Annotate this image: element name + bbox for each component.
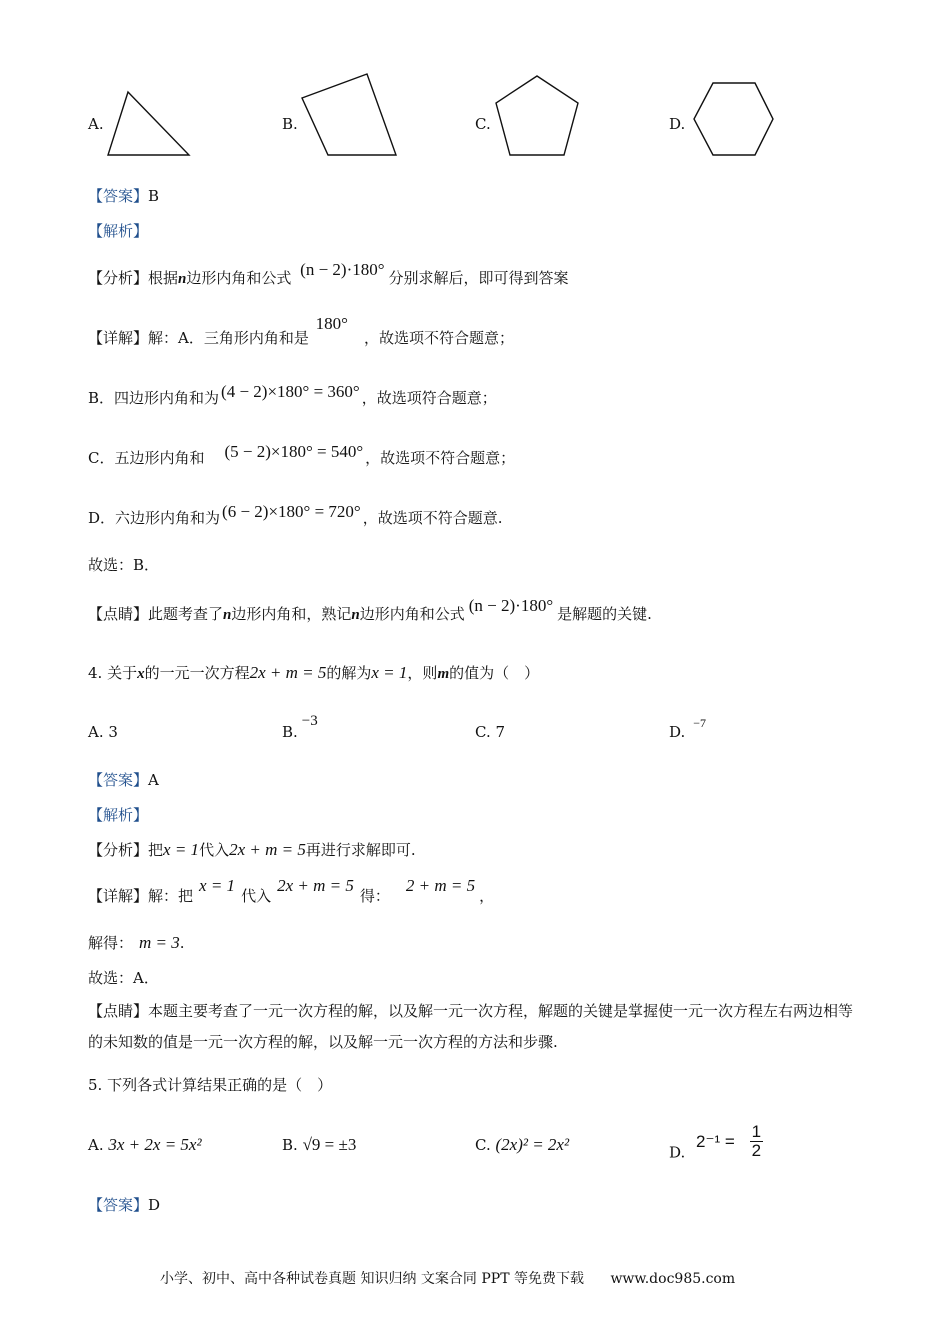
value: 3 [108,723,118,741]
value: 3x + 2x = 5x² [108,1135,202,1154]
fenxi-tag: 【分析】 [88,841,149,859]
text: 的值为（ ） [449,664,540,682]
formula-angle-sum: (n − 2)·180° [468,596,554,615]
q3-answer-line [88,187,159,205]
q4-choice: 故选：A． [88,969,159,987]
label: A. [88,723,104,741]
q4-option-d [669,716,707,741]
q3-dianjing-line [88,596,652,624]
label: A. [88,1136,104,1154]
fenxi-tag: 【分析】 [88,269,149,287]
text: 边形内角和，熟记 [231,605,352,623]
q4-fenxi-line [88,840,416,860]
text: 是解题的关键. [557,605,652,623]
text: 的解为 [326,664,372,682]
denominator: 2 [751,1140,762,1160]
equation: 2x + m = 5 [229,840,306,859]
text: ，故选项不符合题意； [365,449,516,467]
text: 把 [148,841,164,859]
var-x: x [137,666,145,682]
text: ，则 [407,664,438,682]
q5-answer-line [88,1196,160,1214]
q3-option-b-label: B. [282,115,298,133]
text: 边形内角和公式 [186,269,292,287]
formula-180: 180° [315,314,348,333]
label: D. [669,723,686,741]
equation: 2x + m = 5 [277,876,354,895]
xiangjie-tag: 【详解】 [88,329,149,347]
q3-line-d [88,502,503,528]
value: (2x)² = 2x² [495,1135,570,1154]
text: ，故选项不符合题意. [362,509,503,527]
text: ，故选项不符合题意； [363,329,514,347]
var-n: n [178,271,187,287]
solution: x = 1 [371,663,408,682]
q4-option-b [282,713,318,742]
q5-option-a [88,1135,202,1155]
dianjing-tag: 【点睛】 [88,1002,149,1020]
formula-angle-sum: (n − 2)·180° [300,260,385,279]
formula-720: (6 − 2)×180° = 720° [222,502,361,521]
text: 解：A．三角形内角和是 [148,329,309,347]
text: 解：把 [148,887,194,905]
q3-line-c [88,442,516,468]
q5-option-b [282,1135,356,1155]
q3-answer: B [148,187,160,205]
q5-option-d [669,1122,763,1172]
q3-analysis-tag: 【解析】 [88,222,149,240]
equation: 2 + m = 5 [405,876,476,895]
text: 此题考查了 [148,605,224,623]
fraction-one-half [750,1123,763,1160]
equation: m = 3 [139,933,180,952]
text: ，故选项符合题意； [361,389,497,407]
text: 本题主要考查了一元一次方程的解，以及解一元一次方程，解题的关键是掌握使一元一次方程左右两边相等的未知数的值是一元一次方程的解，以及解一元一次方程的方法和步骤. [88,1002,854,1051]
text: 的一元一次方程 [144,664,250,682]
answer-tag: 【答案】 [88,1196,149,1214]
quadrilateral-figure [295,68,405,163]
solution: x = 1 [199,876,236,895]
q3-line-b [88,382,497,408]
q3-fenxi-line [88,260,569,288]
text: 边形内角和公式 [359,605,465,623]
label: B. [282,723,298,741]
text: 分别求解后，即可得到答案 [388,269,569,287]
text: 根据 [148,269,179,287]
triangle-figure [100,85,200,165]
q4-xiangjie-line [88,876,495,906]
equation: 2x + m = 5 [249,663,327,682]
q4-option-a [88,723,118,741]
label: D. [669,1143,686,1162]
text: ， [479,887,495,905]
text: 再进行求解即可. [305,841,416,859]
value: 7 [495,723,506,741]
q5-option-c [475,1135,569,1155]
hexagon-figure [690,80,780,160]
pentagon-figure [492,72,587,162]
label: B. [282,1136,298,1154]
q5-answer: D [148,1196,161,1214]
var-n: n [351,607,360,623]
text: B．四边形内角和为 [88,389,220,407]
value: −7 [693,716,707,730]
text: D．六边形内角和为 [88,509,221,527]
label: C. [475,723,491,741]
xiangjie-tag: 【详解】 [88,887,149,905]
q3-choice: 故选：B． [88,556,160,574]
q4-result [88,933,185,953]
text: C．五边形内角和 [88,449,205,467]
numerator: 1 [751,1122,762,1141]
footer-link[interactable]: www.doc985.com [610,1271,736,1287]
dianjing-tag: 【点睛】 [88,605,149,623]
text: 解得： [88,934,134,952]
q4-answer: A [148,771,159,789]
text: 代入 [241,887,272,905]
footer [160,1271,735,1288]
q3-option-d-label: D. [669,115,686,133]
q4-dianjing [88,996,868,1058]
q3-xiangjie-line [88,314,514,348]
var-m: m [437,666,450,682]
value: √9 = ±3 [302,1135,357,1154]
answer-tag: 【答案】 [88,187,149,205]
answer-tag: 【答案】 [88,771,149,789]
formula-540: (5 − 2)×180° = 540° [224,442,364,461]
q3-option-c-label: C. [475,115,491,133]
text: . [179,934,185,952]
text: 4. 关于 [88,664,138,682]
q4-option-c [475,723,505,741]
var-n: n [223,607,232,623]
text: 代入 [199,841,230,859]
solution: x = 1 [163,840,200,859]
q4-analysis-tag: 【解析】 [88,806,149,824]
q3-option-a-label: A. [88,115,104,133]
q5-stem: 5. 下列各式计算结果正确的是（ ） [88,1076,333,1094]
footer-text: 小学、初中、高中各种试卷真题 知识归纳 文案合同 PPT 等免费下载 [160,1271,584,1287]
value: 2⁻¹ = [696,1132,735,1152]
q4-stem [88,663,539,683]
formula-360: (4 − 2)×180° = 360° [221,382,360,401]
value: −3 [301,713,318,729]
text: 得： [359,887,390,905]
label: C. [475,1136,491,1154]
q4-answer-line [88,771,159,789]
